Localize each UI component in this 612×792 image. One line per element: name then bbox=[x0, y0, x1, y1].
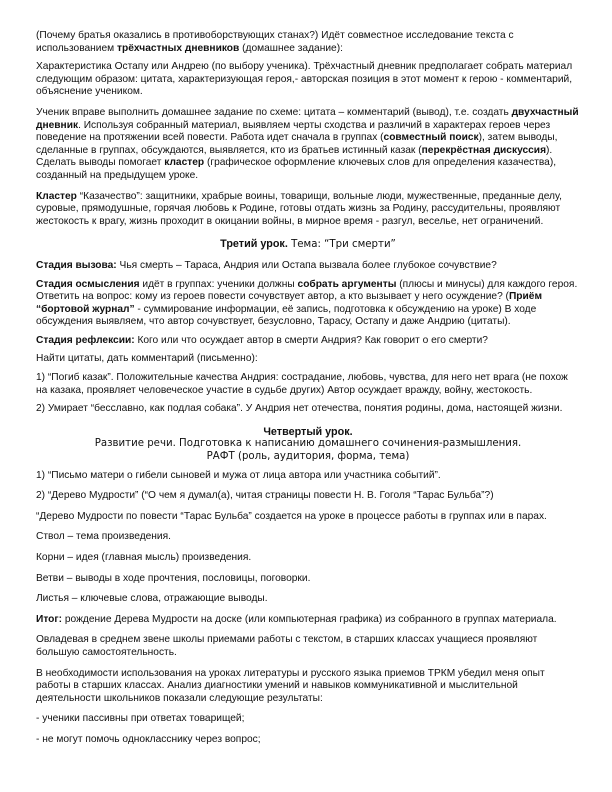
term-collect-arguments: собрать аргументы bbox=[297, 278, 397, 290]
lesson-4-item-2: 2) “Дерево Мудрости” (“О чем я думал(а), читая страницы повести Н. В. Гоголя “Тарас Бульба”?) bbox=[36, 490, 494, 502]
numbered-item-1: 1) “Погиб казак”. Положительные качества Андрия: сострадание, любовь, чувства, для него нет врага (не похож на казака, проявляет человеческое участие в судьбе других) Автор осуждает вражду, войну, жестокость. bbox=[36, 372, 568, 396]
numbered-item-2: 2) Умирает “бесславно, как подлая собака”. У Андрия нет отечества, понятия родины, дома, настоящей жизни. bbox=[36, 403, 563, 415]
term-onboard-journal: Приём “бортовой журнал” bbox=[36, 291, 542, 315]
term-joint-search: совместный поиск bbox=[383, 132, 479, 144]
reflection-label: Стадия рефлексии: bbox=[36, 334, 135, 346]
intro-term-three-part-diaries: трёхчастных дневников bbox=[117, 42, 240, 54]
student-text-g: ). Сделать выводы помогает bbox=[36, 144, 553, 169]
challenge-paragraph bbox=[36, 260, 580, 273]
term-two-part-diary: двухчастный дневник bbox=[36, 106, 579, 131]
result-label: Итог: bbox=[36, 613, 63, 625]
result-text: рождение Дерева Мудрости на доске (или компьютерная графика) из собранного в группах материала. bbox=[62, 613, 557, 625]
student-text-i: (графическое оформление ключевых слов для определения казачества), созданный на предыдущем уроке. bbox=[36, 157, 557, 181]
cluster-text: “Казачество”: защитники, храбрые воины, товарищи, вольные люди, мужественные, преданные делу, суровые, прямодушные, горячая любовь к Родине, готовы отдать жизнь за Родину, рассудительны, проявляют жестокость к врагу, жизнь проходит в окицании войны, в мирное время - разгул, веселье, нет ограничений. bbox=[36, 190, 562, 227]
lesson-3-title: Третий урок. bbox=[220, 238, 288, 251]
student-text-c: . Используя собранный материал, выявляем черты сходства и различий в характерах героев через поведение на протяжении всей повести. Работа идет сначала в группах ( bbox=[36, 119, 551, 144]
tree-trunk-line: Ствол – тема произведения. bbox=[36, 531, 171, 543]
tree-roots-line: Корни – идея (главная мысль) произведения. bbox=[36, 552, 252, 563]
comprehension-text-f: - суммирование информации, её запись, подготовка к обсуждению на уроке) В ходе обсуждения выявляем, что автор сочувствует, безусловно, Тарасу, Остапу и даже Андрию (цитаты). bbox=[36, 303, 537, 328]
comprehension-label: Стадия осмысления bbox=[36, 278, 140, 290]
lesson-3-heading bbox=[36, 238, 580, 252]
student-text-a: Ученик вправе выполнить домашнее задание по схеме: цитата – комментарий (вывод), т.е. создать bbox=[36, 106, 512, 118]
challenge-label: Стадия вызова: bbox=[36, 259, 117, 271]
intro-paragraph bbox=[36, 30, 580, 55]
find-quotes-paragraph: Найти цитаты, дать комментарий (письменно): bbox=[36, 353, 258, 365]
lesson-4-item-1: 1) “Письмо матери о гибели сыновей и мужа от лица автора или участника событий”. bbox=[36, 469, 441, 481]
challenge-text: Чья смерть – Тараса, Андрия или Остапа вызвала более глубокое сочувствие? bbox=[116, 259, 497, 271]
intro-line-2-start: использованием bbox=[36, 42, 117, 54]
cluster-label: Кластер bbox=[36, 190, 77, 202]
tree-branches-line: Ветви – выводы в ходе прочтения, пословицы, поговорки. bbox=[36, 572, 311, 584]
lesson-3-theme: Тема: “Три смерти” bbox=[287, 239, 396, 251]
intro-line-1: (Почему братья оказались в противоборствующих станах?) Идёт совместное исследование текста с bbox=[36, 30, 514, 41]
lesson-4-subtitle-1: Развитие речи. Подготовка к написанию домашнего сочинения-размышления. bbox=[94, 438, 522, 450]
necessity-paragraph: В необходимости использования на уроках литературы и русского языка приемов ТРКМ убедил меня опыт работы в старших классах. Анализ диагностики умений и навыков коммуникативной и мыслительной деятельности школьников показали следующие результаты: bbox=[36, 667, 545, 704]
reflection-paragraph bbox=[36, 335, 580, 348]
lesson-4-item-3: “Дерево Мудрости по повести “Тарас Бульба” создается на уроке в процессе работы в группах или в парах. bbox=[36, 510, 547, 522]
lesson-4-subtitle-2: РАФТ (роль, аудитория, форма, тема) bbox=[206, 451, 410, 463]
mastering-paragraph: Овладевая в среднем звене школы приемами работы с текстом, в старших классах учащиеся проявляют большую самостоятельность. bbox=[36, 634, 538, 658]
cluster-paragraph bbox=[36, 191, 580, 229]
term-cluster: кластер bbox=[164, 157, 205, 169]
term-cross-discussion: перекрёстная дискуссия bbox=[421, 144, 547, 156]
student-paragraph bbox=[36, 107, 580, 183]
reflection-text: Кого или что осуждает автор в смерти Андрия? Как говорит о его смерти? bbox=[134, 334, 488, 346]
lesson-4-title: Четвертый урок. bbox=[263, 425, 353, 438]
bullet-item-2: - не могут помочь однокласснику через вопрос; bbox=[36, 733, 261, 745]
intro-line-2-end: (домашнее задание): bbox=[239, 42, 343, 54]
result-paragraph bbox=[36, 614, 580, 627]
comprehension-text-d: (плюсы и минусы) для каждого героя. Ответить на вопрос: кому из героев повести сочувствует автор, а кто вызывает у него осуждение? ( bbox=[36, 278, 578, 303]
characteristic-paragraph: Характеристика Остапу или Андрею (по выбору ученика). Трёхчастный дневник предполагает собрать материал следующим образом: цитата, характеризующая героя,- авторская позиция в этот момент к герою - комментарий, объяснение учеником. bbox=[36, 61, 573, 98]
lesson-4-heading bbox=[36, 426, 580, 464]
bullet-item-1: - ученики пассивны при ответах товарищей; bbox=[36, 713, 245, 725]
comprehension-text-b: идёт в группах: ученики должны bbox=[139, 278, 298, 290]
document-page bbox=[36, 30, 580, 753]
comprehension-paragraph bbox=[36, 279, 580, 329]
tree-leaves-line: Листья – ключевые слова, отражающие выводы. bbox=[36, 593, 268, 605]
student-text-e: ), затем выводы, сделанные в группах, обсуждаются, выявляется, кто из братьев истинный казак ( bbox=[36, 132, 558, 156]
